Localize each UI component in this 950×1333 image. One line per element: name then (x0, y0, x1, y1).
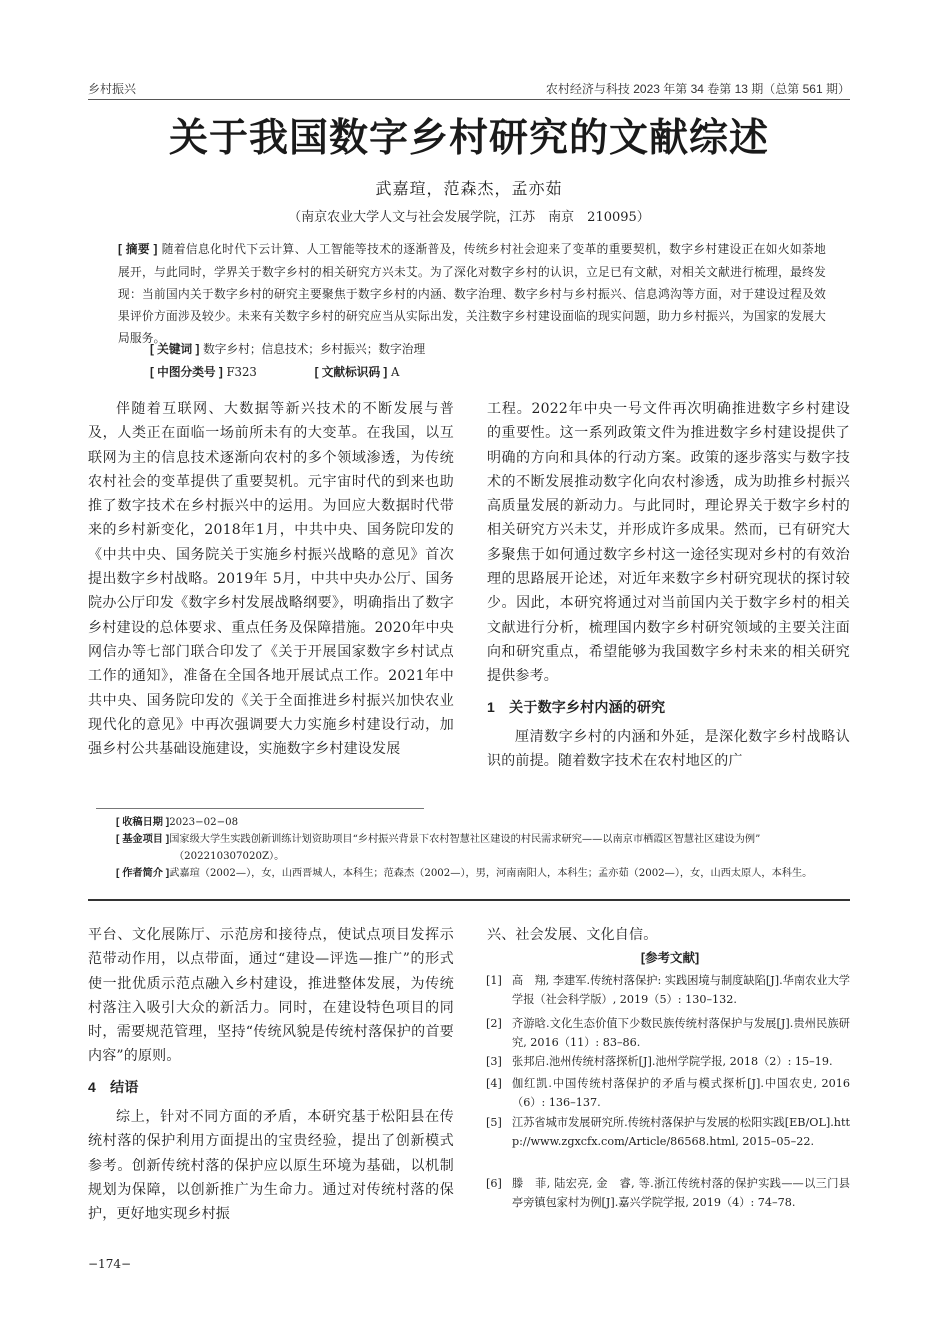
footnote-rule (96, 808, 424, 809)
reference-number: [3] (486, 1055, 502, 1068)
reference-item (486, 1014, 850, 1052)
reference-text: 滕 菲, 陆宏亮, 金 睿, 等.浙江传统村落的保护实践——以三门县亭旁镇包家村为例[J].嘉兴学院学报, 2019（4）: 74–78. (512, 1177, 850, 1209)
keywords (150, 341, 425, 357)
reference-number: [4] (486, 1077, 502, 1090)
body-bottom-right-start: 兴、社会发展、文化自信。 (487, 927, 658, 943)
author-bio-text: 武嘉瑄（2002—），女，山西晋城人，本科生；范森杰（2002—），男，河南南阳人，本科生；孟亦茹（2002—），女，山西太原人，本科生。 (169, 868, 813, 879)
footnote-received (116, 814, 854, 831)
header-rule (88, 99, 850, 100)
reference-item (486, 971, 850, 1009)
clc-label: [ 中图分类号 ] (150, 366, 223, 379)
author-bio-label: [ 作者简介 ] (116, 868, 170, 879)
reference-number: [2] (486, 1017, 502, 1030)
footnote-funding (116, 831, 854, 865)
conclusion-paragraph: 综上，针对不同方面的矛盾，本研究基于松阳县在传统村落的保护利用方面提出的宝贵经验，提出了创新模式参考。创新传统村落的保护应以原生环境为基础，以机制规划为保障，以创新推广为生命力。通过对传统村落的保护，更好地实现乡村振 (88, 1109, 454, 1223)
funding-label: [ 基金项目 ] (116, 834, 170, 845)
received-label: [ 收稿日期 ] (116, 817, 170, 828)
reference-number: [1] (486, 974, 502, 987)
bottom-paragraph-1: 平台、文化展陈厅、示范房和接待点，使试点项目发挥示范带动作用，以点带面，通过“建设—评选—推广”的形式使一批优质示范点融入乡村建设，推进整体发展，为传统村落注入吸引大众的新活力。同时，在建设特色项目的同时，需要规范管理，坚持“传统风貌是传统村落保护的首要内容”的原则。 (88, 927, 454, 1065)
reference-item (486, 1174, 850, 1212)
reference-text: 齐游晗.文化生态价值下少数民族传统村落保护与发展[J].贵州民族研究, 2016（11）: 83–86. (512, 1017, 850, 1049)
reference-item (486, 1074, 850, 1112)
running-header-left: 乡村振兴 (88, 82, 137, 96)
funding-text: 国家级大学生实践创新训练计划资助项目“乡村振兴背景下农村智慧社区建设的村民需求研究——以南京市栖霞区智慧社区建设为例” (169, 834, 761, 845)
paper-title: 关于我国数字乡村研究的文献综述 (168, 115, 769, 161)
body-right-column (487, 397, 850, 773)
footnote-authors (116, 865, 854, 882)
section-4-heading: 4 结语 (88, 1078, 139, 1095)
doc-code-value: A (391, 365, 400, 379)
section-1-paragraph: 厘清数字乡村的内涵和外延，是深化数字乡村战略认识的前提。随着数字技术在农村地区的广 (487, 728, 850, 770)
affiliation: （南京农业大学人文与社会发展学院，江苏 南京 210095） (288, 210, 650, 225)
authors: 武嘉瑄，范森杰，孟亦茹 (375, 179, 563, 198)
reference-item (486, 1113, 850, 1151)
keywords-text: 数字乡村；信息技术；乡村振兴；数字治理 (203, 342, 426, 356)
classification (150, 364, 399, 380)
clc-value: F323 (226, 365, 257, 379)
reference-item (486, 1052, 850, 1071)
page-split-rule (88, 899, 850, 901)
intro-paragraph-2: 工程。2022年中央一号文件再次明确推进数字乡村建设的重要性。这一系列政策文件为推进数字乡村建设提供了明确的方向和具体的行动方案。政策的逐步落实与数字技术的不断发展推动数字化向农村渗透，成为助推乡村振兴高质量发展的新动力。与此同时，理论界关于数字乡村的相关研究方兴未艾，并形成许多成果。然而，已有研究大多聚焦于如何通过数字乡村这一途径实现对乡村的有效治理的思路展开论述，对近年来数字乡村研究现状的探讨较少。因此，本研究将通过对当前国内关于数字乡村的相关文献进行分析，梳理国内数字乡村研究领域的主要关注面向和研究重点，希望能够为我国数字乡村未来的相关研究提供参考。 (487, 401, 850, 685)
abstract-text: 随着信息化时代下云计算、人工智能等技术的逐渐普及，传统乡村社会迎来了变革的重要契机，数字乡村建设正在如火如荼地展开，与此同时，学界关于数字乡村的相关研究方兴未艾。为了深化对数字乡村的认识，立足已有文献，对相关文献进行梳理，最终发现：当前国内关于数字乡村的研究主要聚焦于数字乡村的内涵、数字治理、数字乡村与乡村振兴、信息鸿沟等方面，对于建设过程及效果评价方面涉及较少。未来有关数字乡村的研究应当从实际出发，关注数字乡村建设面临的现实问题，助力乡村振兴，为国家的发展大局服务。 (118, 242, 826, 345)
reference-text: 高 翔, 李建军.传统村落保护: 实践困境与制度缺陷[J].华南农业大学学报（社会科学版）, 2019（5）: 130–132. (512, 974, 850, 1006)
doc-code-label: [ 文献标识码 ] (314, 366, 388, 379)
abstract-label: [ 摘要 ] (118, 243, 158, 256)
section-1-heading: 1 关于数字乡村内涵的研究 (487, 698, 666, 715)
reference-number: [5] (486, 1116, 502, 1129)
body-bottom-left-column (88, 923, 454, 1227)
body-left-column (88, 397, 454, 761)
reference-text: 江苏省城市发展研究所.传统村落保护与发展的松阳实践[EB/OL].http://www.zgxcfx.com/Article/86568.html, 2015–05–22. (512, 1116, 850, 1148)
abstract (118, 238, 826, 349)
intro-paragraph-1: 伴随着互联网、大数据等新兴技术的不断发展与普及，人类正在面临一场前所未有的大变革。在我国，以互联网为主的信息技术逐渐向农村的多个领域渗透，为传统农村社会的变革提供了重要契机。元宇宙时代的到来也助推了数字技术在乡村振兴中的运用。为回应大数据时代带来的乡村新变化，2018年1月，中共中央、国务院印发的《中共中央、国务院关于实施乡村振兴战略的意见》首次提出数字乡村战略。2019年 5月，中共中央办公厅、国务院办公厅印发《数字乡村发展战略纲要》，明确指出了数字乡村建设的总体要求、重点任务及保障措施。2020年中央网信办等七部门联合印发了《关于开展国家数字乡村试点工作的通知》，准备在全国各地开展试点工作。2021年中共中央、国务院印发的《关于全面推进乡村振兴加快农业现代化的意见》中再次强调要大力实施乡村建设行动，加强乡村公共基础设施建设，实施数字乡村建设发展 (88, 401, 454, 758)
keywords-label: [ 关键词 ] (150, 343, 200, 356)
reference-number: [6] (486, 1177, 502, 1190)
running-header-right: 农村经济与科技 2023 年第 34 卷第 13 期（总第 561 期） (545, 82, 850, 96)
funding-text-cont: （202210307020Z）。 (174, 851, 285, 862)
references-heading: [参考文献] (640, 951, 700, 965)
reference-text: 张邦启.池州传统村落探析[J].池州学院学报, 2018（2）: 15–19. (512, 1055, 833, 1068)
received-date: 2023−02−08 (169, 817, 239, 828)
reference-text: 伽红凯.中国传统村落保护的矛盾与模式探析[J].中国农史, 2016（6）: 136–137. (512, 1077, 850, 1109)
page-number: −174− (88, 1257, 132, 1271)
